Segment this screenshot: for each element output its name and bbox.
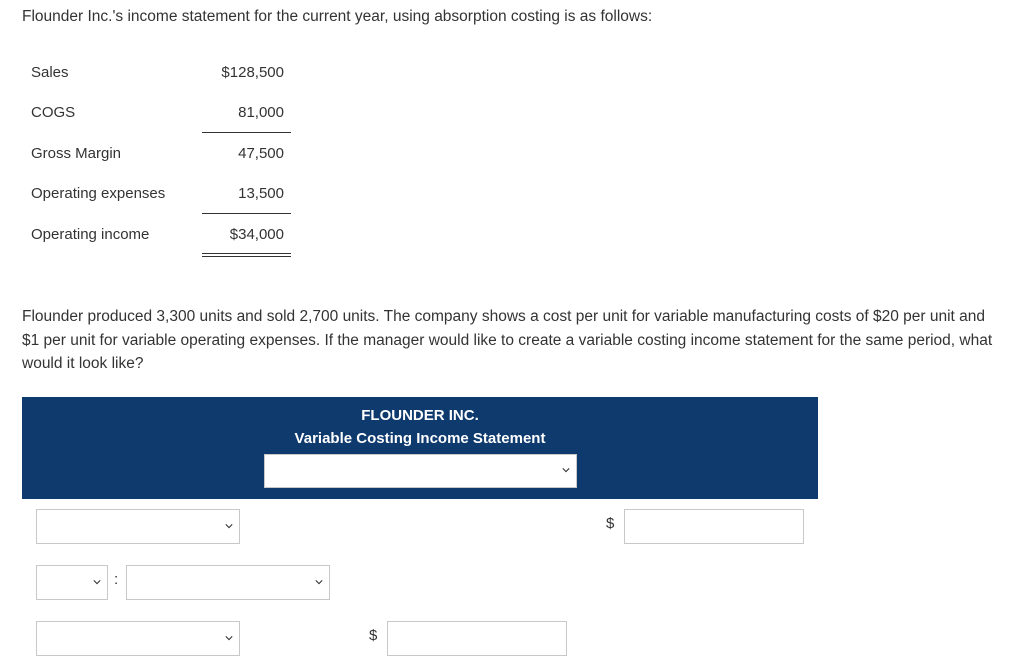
colon-separator: :: [114, 571, 119, 588]
row-value: $128,500: [221, 64, 284, 81]
line-item-select-3[interactable]: [36, 621, 240, 656]
statement-row-operating-income: [0, 226, 300, 256]
row-label: Operating expenses: [31, 185, 166, 202]
row-value: $34,000: [229, 226, 284, 243]
row-label: Gross Margin: [31, 145, 122, 162]
intro-text: Flounder Inc.'s income statement for the current year, using absorption costing is as follows:: [22, 8, 653, 25]
chevron-down-icon: [562, 466, 570, 474]
row-label: COGS: [31, 104, 76, 121]
row-value: 47,500: [238, 145, 284, 162]
line-item-select-1[interactable]: [36, 509, 240, 544]
chevron-down-icon: [315, 578, 323, 586]
line-item-select-2[interactable]: [126, 565, 330, 600]
double-underline: [202, 253, 291, 257]
underline: [202, 132, 291, 133]
chevron-down-icon: [93, 578, 101, 586]
period-select[interactable]: [264, 454, 577, 488]
underline: [202, 213, 291, 214]
question-text: Flounder produced 3,300 units and sold 2,700 units. The company shows a cost per unit for variable manufacturing costs of $20 per unit and $1 per unit for variable operating expenses. If the manager would like to create a variable costing income statement for the same period, what would it look like?: [22, 308, 993, 372]
statement-title: Variable Costing Income Statement: [294, 430, 546, 447]
statement-header: [22, 397, 818, 499]
amount-input-1[interactable]: [624, 509, 804, 544]
dollar-sign: $: [606, 515, 615, 532]
statement-row-gross-margin: [0, 145, 300, 175]
amount-input-3[interactable]: [387, 621, 567, 656]
statement-row-operating-expenses: [0, 185, 300, 215]
statement-row-cogs: [0, 104, 300, 134]
chevron-down-icon: [225, 522, 233, 530]
company-name: FLOUNDER INC.: [361, 407, 479, 424]
prefix-select-2[interactable]: [36, 565, 108, 600]
row-value: 81,000: [238, 104, 284, 121]
row-label: Sales: [31, 64, 69, 81]
chevron-down-icon: [225, 634, 233, 642]
statement-row-sales: [0, 64, 300, 94]
row-value: 13,500: [238, 185, 284, 202]
dollar-sign: $: [369, 627, 378, 644]
row-label: Operating income: [31, 226, 150, 243]
